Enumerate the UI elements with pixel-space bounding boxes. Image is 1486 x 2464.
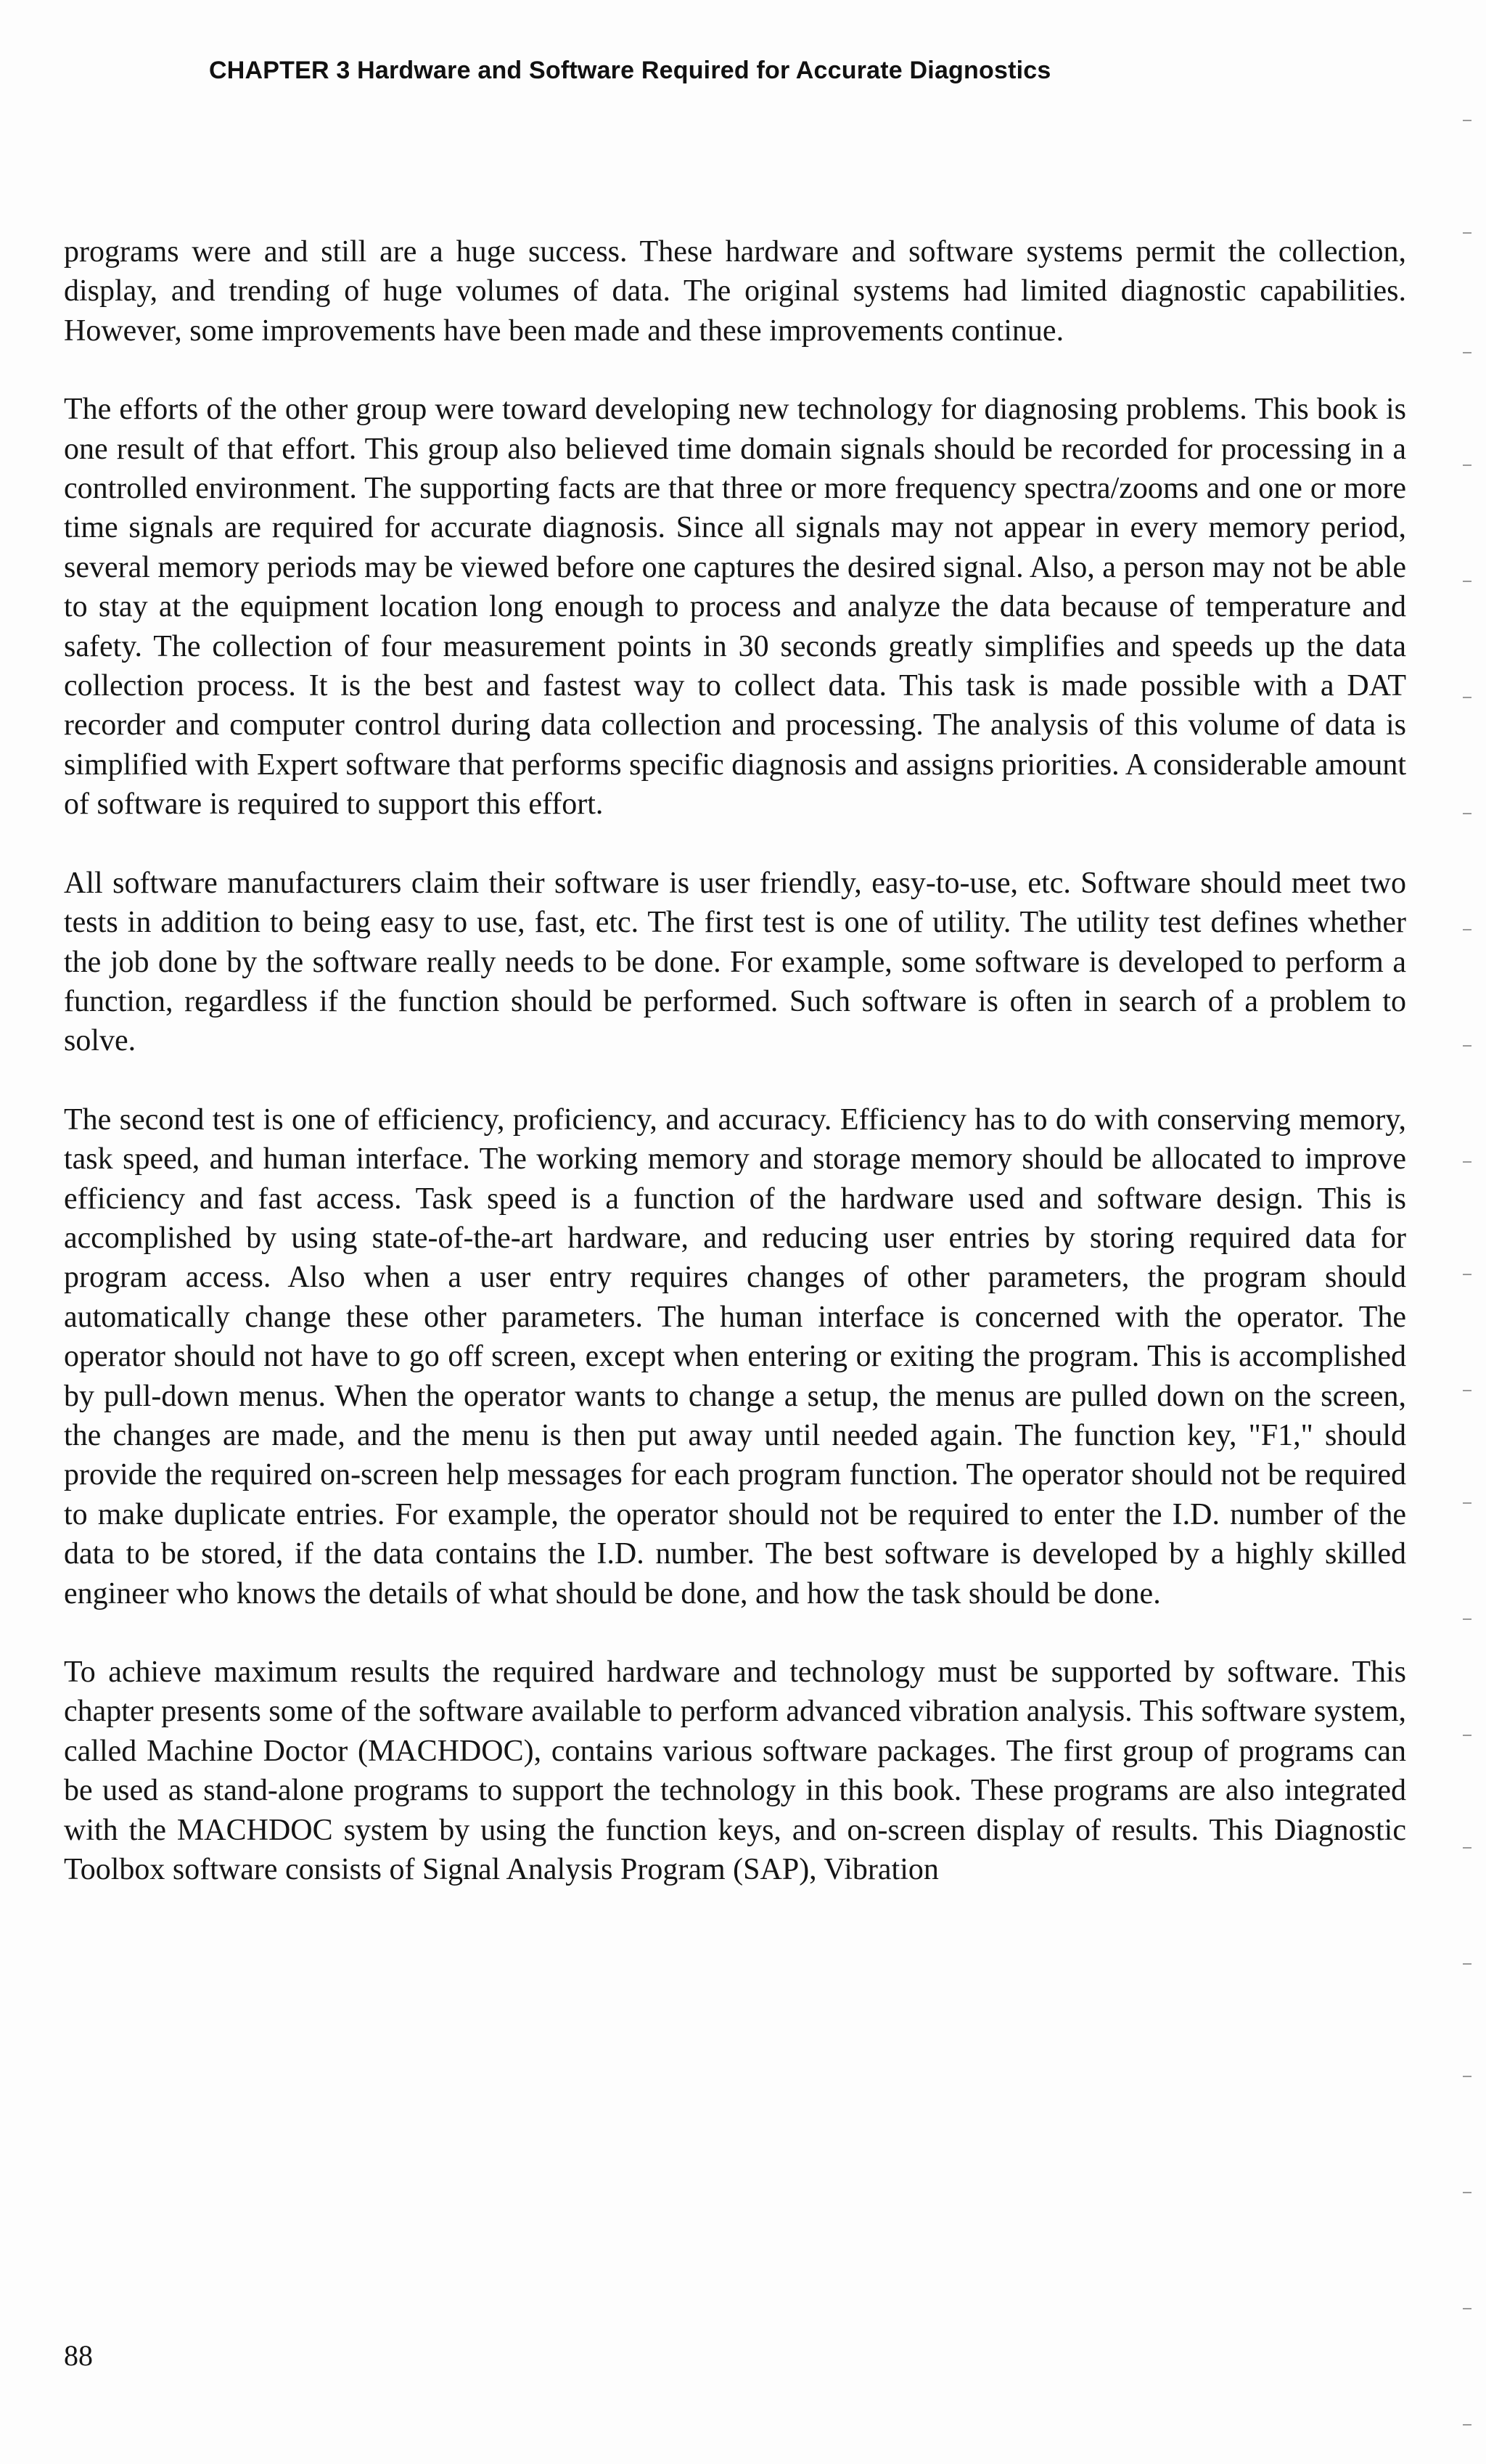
edge-mark (1463, 581, 1471, 582)
page-number: 88 (64, 2339, 93, 2372)
edge-mark (1463, 1274, 1471, 1275)
edge-mark (1463, 2192, 1471, 2193)
paragraph: All software manufacturers claim their software is user friendly, easy-to-use, etc. Software should meet two tests in addition to being easy to use, fast, etc. The first test is one of utility. The utility test defines whether the job done by the software really needs to be done. For example, some software is developed to perform a function, regardless if the function should be performed. Such software is often in search of a problem to solve. (64, 866, 1406, 1058)
edge-mark (1463, 1618, 1471, 1620)
edge-mark (1463, 1502, 1471, 1504)
paragraph: programs were and still are a huge success. These hardware and software systems permit the collection, display, and trending of huge volumes of data. The original systems had limited diagnostic capabilities. However, some improvements have been made and these improvements continue. (64, 235, 1406, 348)
edge-mark (1463, 232, 1471, 234)
scan-edge-marks (1463, 0, 1477, 2464)
edge-mark (1463, 1161, 1471, 1163)
edge-mark (1463, 464, 1471, 466)
edge-mark (1463, 697, 1471, 698)
edge-mark (1463, 1847, 1471, 1849)
edge-mark (1463, 352, 1471, 353)
edge-mark (1463, 2076, 1471, 2077)
edge-mark (1463, 1390, 1471, 1391)
edge-mark (1463, 1963, 1471, 1965)
paragraph: The efforts of the other group were toward developing new technology for diagnosing problems. This book is one result of that effort. This group also believed time domain signals should be recorded for processing in a controlled environment. The supporting facts are that three or more frequency spectra/zooms and one or more time signals are required for accurate diagnosis. Since all signals may not appear in every memory period, several memory periods may be viewed before one captures the desired signal. Also, a person may not be able to stay at the equipment location long enough to process and analyze the data because of temperature and safety. The collection of four measurement points in 30 seconds greatly simplifies and speeds up the data collection process. It is the best and fastest way to collect data. This task is made possible with a DAT recorder and computer control during data collection and processing. The analysis of this volume of data is simplified with Expert software that performs specific diagnosis and assigns priorities. A considerable amount of software is required to support this effort. (64, 393, 1406, 822)
running-head: CHAPTER 3 Hardware and Software Required for Accurate Diagnostics (209, 57, 1051, 84)
paragraph: To achieve maximum results the required hardware and technology must be supported by software. This chapter presents some of the software available to perform advanced vibration analysis. This software system, called Machine Doctor (MACHDOC), contains various software packages. The first group of programs can be used as stand-alone programs to support the technology in this book. These programs are also integrated with the MACHDOC system by using the function keys, and on-screen display of results. This Diagnostic Toolbox software consists of Signal Analysis Program (SAP), Vibration (64, 1655, 1406, 1887)
body-text (64, 232, 1406, 1889)
paragraph: The second test is one of efficiency, proficiency, and accuracy. Efficiency has to do with conserving memory, task speed, and human interface. The working memory and storage memory should be allocated to improve efficiency and fast access. Task speed is a function of the hardware used and software design. This is accomplished by using state-of-the-art hardware, and reducing user entries by storing required data for program access. Also when a user entry requires changes of other parameters, the program should automatically change these other parameters. The human interface is concerned with the operator. The operator should not have to go off screen, except when entering or exiting the program. This is accomplished by pull-down menus. When the operator wants to change a setup, the menus are pulled down on the screen, the changes are made, and the menu is then put away until needed again. The function key, "F1," should provide the required on-screen help messages for each program function. The operator should not be required to make duplicate entries. For example, the operator should not be required to enter the I.D. number of the data to be stored, if the data contains the I.D. number. The best software is developed by a highly skilled engineer who knows the details of what should be done, and how the task should be done. (64, 1102, 1406, 1610)
edge-mark (1463, 2308, 1471, 2309)
edge-mark (1463, 1735, 1471, 1736)
edge-mark (1463, 120, 1471, 121)
edge-mark (1463, 813, 1471, 814)
edge-mark (1463, 929, 1471, 930)
edge-mark (1463, 1045, 1471, 1047)
edge-mark (1463, 2424, 1471, 2426)
